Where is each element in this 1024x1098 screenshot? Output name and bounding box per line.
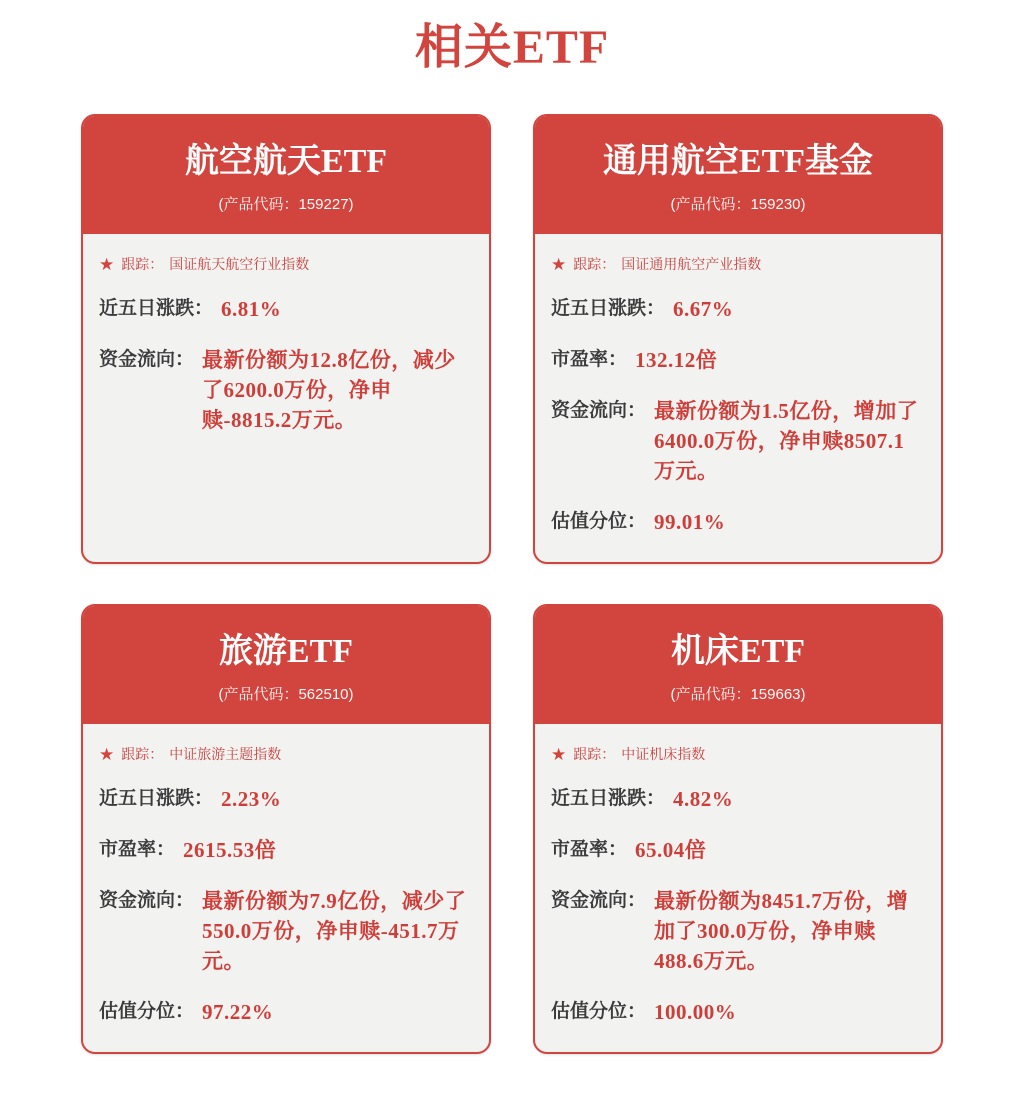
track-label: 跟踪： bbox=[573, 256, 616, 273]
card-body bbox=[535, 724, 941, 1054]
change-5d-label: 近五日涨跌： bbox=[99, 788, 214, 810]
pe-value: 65.04倍 bbox=[635, 838, 707, 863]
card-body bbox=[535, 234, 941, 564]
fund-flow-value: 最新份额为1.5亿份，增加了6400.0万份，净申赎8507.1万元。 bbox=[654, 399, 919, 484]
valuation-label: 估值分位： bbox=[551, 511, 647, 533]
change-5d-value: 2.23% bbox=[221, 787, 282, 812]
change-5d-label: 近五日涨跌： bbox=[551, 788, 666, 810]
etf-card-lvyou bbox=[81, 604, 491, 1054]
etf-name: 通用航空ETF基金 bbox=[602, 143, 874, 180]
star-icon: ★ bbox=[551, 254, 567, 274]
page-title: 相关ETF bbox=[414, 21, 610, 74]
track-label: 跟踪： bbox=[121, 746, 164, 763]
valuation-label: 估值分位： bbox=[99, 1001, 195, 1023]
valuation-row bbox=[99, 997, 473, 1027]
etf-cards-grid bbox=[81, 114, 943, 1054]
change-5d-value: 6.67% bbox=[673, 297, 734, 322]
change-5d-label: 近五日涨跌： bbox=[551, 298, 666, 320]
track-label: 跟踪： bbox=[121, 256, 164, 273]
fund-flow-value: 最新份额为12.8亿份，减少了6200.0万份，净申赎-8815.2万元。 bbox=[202, 348, 456, 433]
change-5d-row bbox=[99, 294, 473, 324]
fund-flow-value: 最新份额为7.9亿份，减少了550.0万份，净申赎-451.7万元。 bbox=[202, 889, 467, 974]
change-5d-value: 6.81% bbox=[221, 297, 282, 322]
etf-name: 机床ETF bbox=[670, 633, 806, 670]
pe-value: 2615.53倍 bbox=[183, 838, 277, 863]
star-icon: ★ bbox=[551, 744, 567, 764]
etf-card-tongyonghangkong bbox=[533, 114, 943, 564]
fund-flow-label: 资金流向： bbox=[551, 400, 647, 422]
valuation-label: 估值分位： bbox=[551, 1001, 647, 1023]
fund-flow-row bbox=[99, 886, 473, 976]
change-5d-value: 4.82% bbox=[673, 787, 734, 812]
product-code: (产品代码：159230) bbox=[670, 196, 806, 214]
valuation-value: 99.01% bbox=[654, 510, 726, 535]
track-row bbox=[551, 744, 925, 764]
etf-name: 航空航天ETF bbox=[184, 143, 388, 180]
valuation-row bbox=[551, 507, 925, 537]
pe-row bbox=[99, 835, 473, 865]
change-5d-label: 近五日涨跌： bbox=[99, 298, 214, 320]
pe-row bbox=[551, 345, 925, 375]
card-header bbox=[83, 116, 489, 234]
valuation-value: 100.00% bbox=[654, 1000, 737, 1025]
tracked-index-name: 中证旅游主题指数 bbox=[169, 746, 282, 763]
fund-flow-row bbox=[551, 396, 925, 486]
card-header bbox=[83, 606, 489, 724]
card-header bbox=[535, 606, 941, 724]
card-header bbox=[535, 116, 941, 234]
card-body bbox=[83, 724, 489, 1054]
etf-card-jichuang bbox=[533, 604, 943, 1054]
product-code: (产品代码：562510) bbox=[218, 686, 354, 704]
star-icon: ★ bbox=[99, 254, 115, 274]
track-row bbox=[551, 254, 925, 274]
change-5d-row bbox=[99, 784, 473, 814]
track-row bbox=[99, 744, 473, 764]
etf-card-hangkonghangtian bbox=[81, 114, 491, 564]
fund-flow-value: 最新份额为8451.7万份，增加了300.0万份，净申赎488.6万元。 bbox=[654, 889, 909, 974]
pe-label: 市盈率： bbox=[99, 839, 176, 861]
change-5d-row bbox=[551, 294, 925, 324]
product-code: (产品代码：159663) bbox=[670, 686, 806, 704]
pe-row bbox=[551, 835, 925, 865]
change-5d-row bbox=[551, 784, 925, 814]
track-row bbox=[99, 254, 473, 274]
fund-flow-row bbox=[551, 886, 925, 976]
pe-label: 市盈率： bbox=[551, 349, 628, 371]
tracked-index-name: 国证通用航空产业指数 bbox=[621, 256, 762, 273]
card-body bbox=[83, 234, 489, 562]
etf-name: 旅游ETF bbox=[218, 633, 354, 670]
fund-flow-label: 资金流向： bbox=[99, 890, 195, 912]
star-icon: ★ bbox=[99, 744, 115, 764]
track-label: 跟踪： bbox=[573, 746, 616, 763]
valuation-value: 97.22% bbox=[202, 1000, 274, 1025]
pe-label: 市盈率： bbox=[551, 839, 628, 861]
valuation-row bbox=[551, 997, 925, 1027]
pe-value: 132.12倍 bbox=[635, 348, 718, 373]
fund-flow-label: 资金流向： bbox=[551, 890, 647, 912]
product-code: (产品代码：159227) bbox=[218, 196, 354, 214]
tracked-index-name: 中证机床指数 bbox=[621, 746, 706, 763]
fund-flow-label: 资金流向： bbox=[99, 349, 195, 371]
tracked-index-name: 国证航天航空行业指数 bbox=[169, 256, 310, 273]
fund-flow-row bbox=[99, 345, 473, 435]
